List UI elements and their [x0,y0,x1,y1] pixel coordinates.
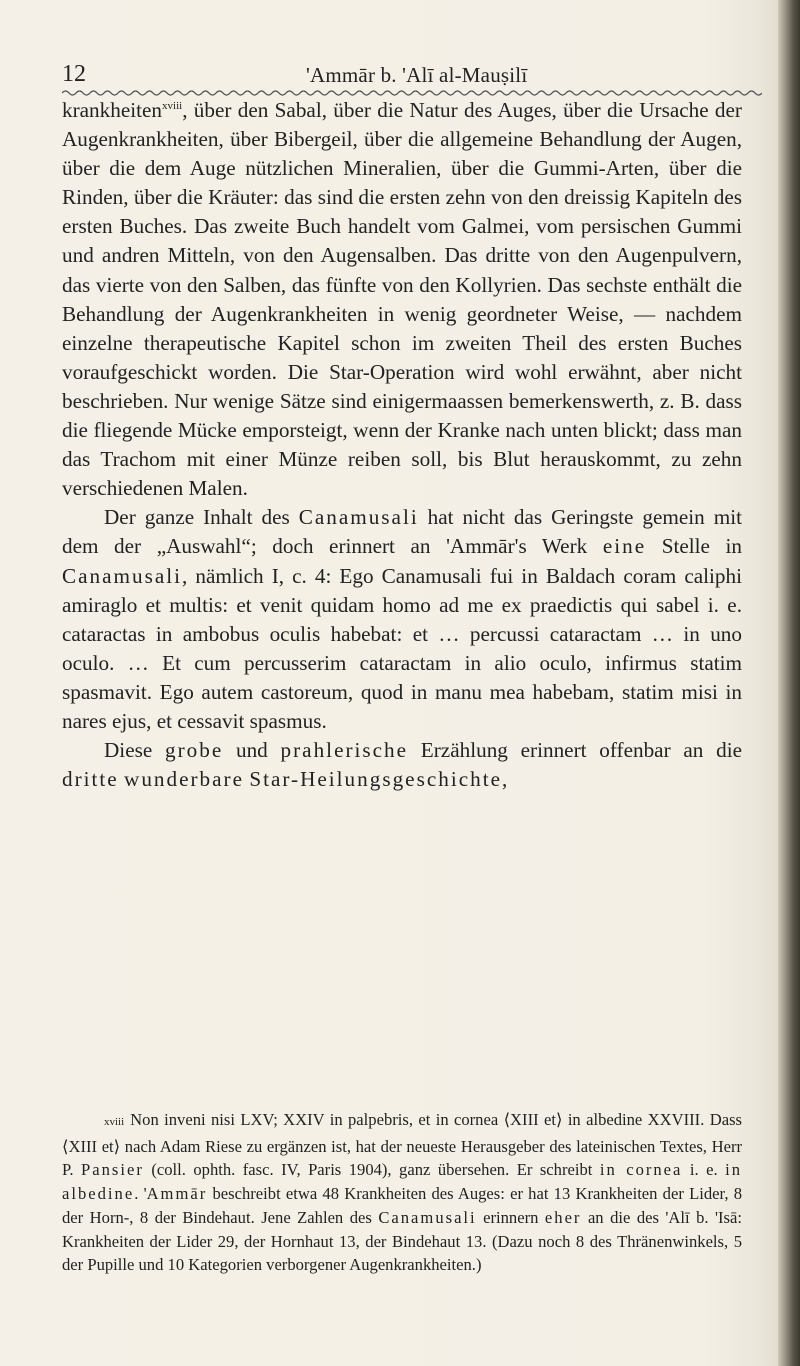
main-text [62,96,742,794]
page-header [62,60,762,90]
spaced-term: wunderbare [124,767,245,792]
footnote-reference: xviii [162,99,183,112]
spaced-term: prahlerische [280,738,409,763]
spaced-term: grobe [165,738,224,763]
footnote-xviii: xviii Non inveni nisi LXV; XXIV in palpebris, et in cornea ⟨XIII et⟩ in albedine XXVIII. Dass ⟨XIII et⟩ nach Adam Riese zu ergänzen ist, hat der neueste Herausgeber des lateinischen Textes, Herr P. Pansier (coll. ophth. fasc. IV, Paris 1904), ganz übersehen. Er schreibt in cornea i. e. in albedine. 'Ammār beschreibt etwa 48 Krankheiten des Auges: er hat 13 Krankheiten der Lider, 8 der Horn-, 8 der Bindehaut. Jene Zahlen des Canamusali erinnern eher an die des 'Alī b. 'Isā: Krankheiten der Lider 29, der Hornhaut 13, der Bindehaut 13. (Dazu noch 8 des Thränenwinkels, 5 der Pupille und 10 Kategorien verborgener Augenkrankheiten.) [62,1110,743,1275]
spaced-term: in cornea [599,1160,683,1180]
running-head: 'Ammār b. 'Alī al-Mauṣilī [306,63,528,87]
spaced-term: eher [544,1207,582,1227]
paragraph-2: Der ganze Inhalt des Canamusali hat nicht das Geringste gemein mit dem der „Auswahl“; doch erinnert an 'Ammār's Werk eine Stelle in Canamusali, nämlich I, c. 4: Ego Canamusali fui in Baldach coram caliphi amiraglo et multis: et venit quidam homo ad me ex praedictis qui sabel i. e. cataractas in ambobus oculis habebat: et … percussi cataractam … in uno oculo. … Et cum percusserim cataractam in alio oculo, infirmus statim spasmavit. Ego autem castoreum, quod in manu mea habebam, statim misi in nares ejus, et cessavit spasmus. [62,505,742,733]
spaced-term: Canamusali [298,505,419,530]
footnote-section [62,1108,742,1277]
page-number: 12 [62,61,86,87]
spaced-term: in albedine [62,1160,743,1204]
spaced-term: eine [602,534,647,559]
spaced-term: Ammār [146,1184,208,1204]
spaced-term: Star-Heilungsgeschichte [249,767,502,792]
paragraph-3: Diese grobe und prahlerische Erzählung erinnert offenbar an die dritte wunderbare Star-Heilungsgeschichte, [62,738,743,792]
paragraph-1: krankheiten$^{xviii}$, über den Sabal, über die Natur des Auges, über die Ursache der Augenkrankheiten, über Bibergeil, über die allgemeine Behandlung der Augen, über die dem Auge nützlichen Mineralien, über die Gummi-Arten, über die Rinden, über die Kräuter: das sind die ersten zehn von den dreissig Kapiteln des ersten Buches. Das zweite Buch handelt vom Galmei, vom persischen Gummi und andren Mitteln, von den Augensalben. Das dritte von den Augenpulvern, das vierte von den Salben, das fünfte von den Kollyrien. Das sechste enthält die Behandlung der Augenkrankheiten in wenig geordneter Weise, — nachdem einzelne therapeutische Kapitel schon im zweiten Theil des ersten Buches voraufgeschickt worden. Die Star-Operation wird wohl erwähnt, aber nicht beschrieben. Nur wenige Sätze sind einigermaassen bemerkenswerth, z. B. dass die fliegende Mücke emporsteigt, wenn der Kranke nach unten blickt; dass man das Trachom mit einer Münze reiben soll, bis Blut herauskommt, zu zehn verschiedenen Malen. [62,98,742,501]
spaced-term: Pansier [81,1160,144,1180]
spaced-term: Canamusali [378,1207,477,1227]
spaced-term: dritte [62,767,119,792]
footnote-mark: xviii [104,1116,125,1128]
book-binding-edge [778,0,800,1366]
spaced-term: Canamusali [62,563,183,588]
